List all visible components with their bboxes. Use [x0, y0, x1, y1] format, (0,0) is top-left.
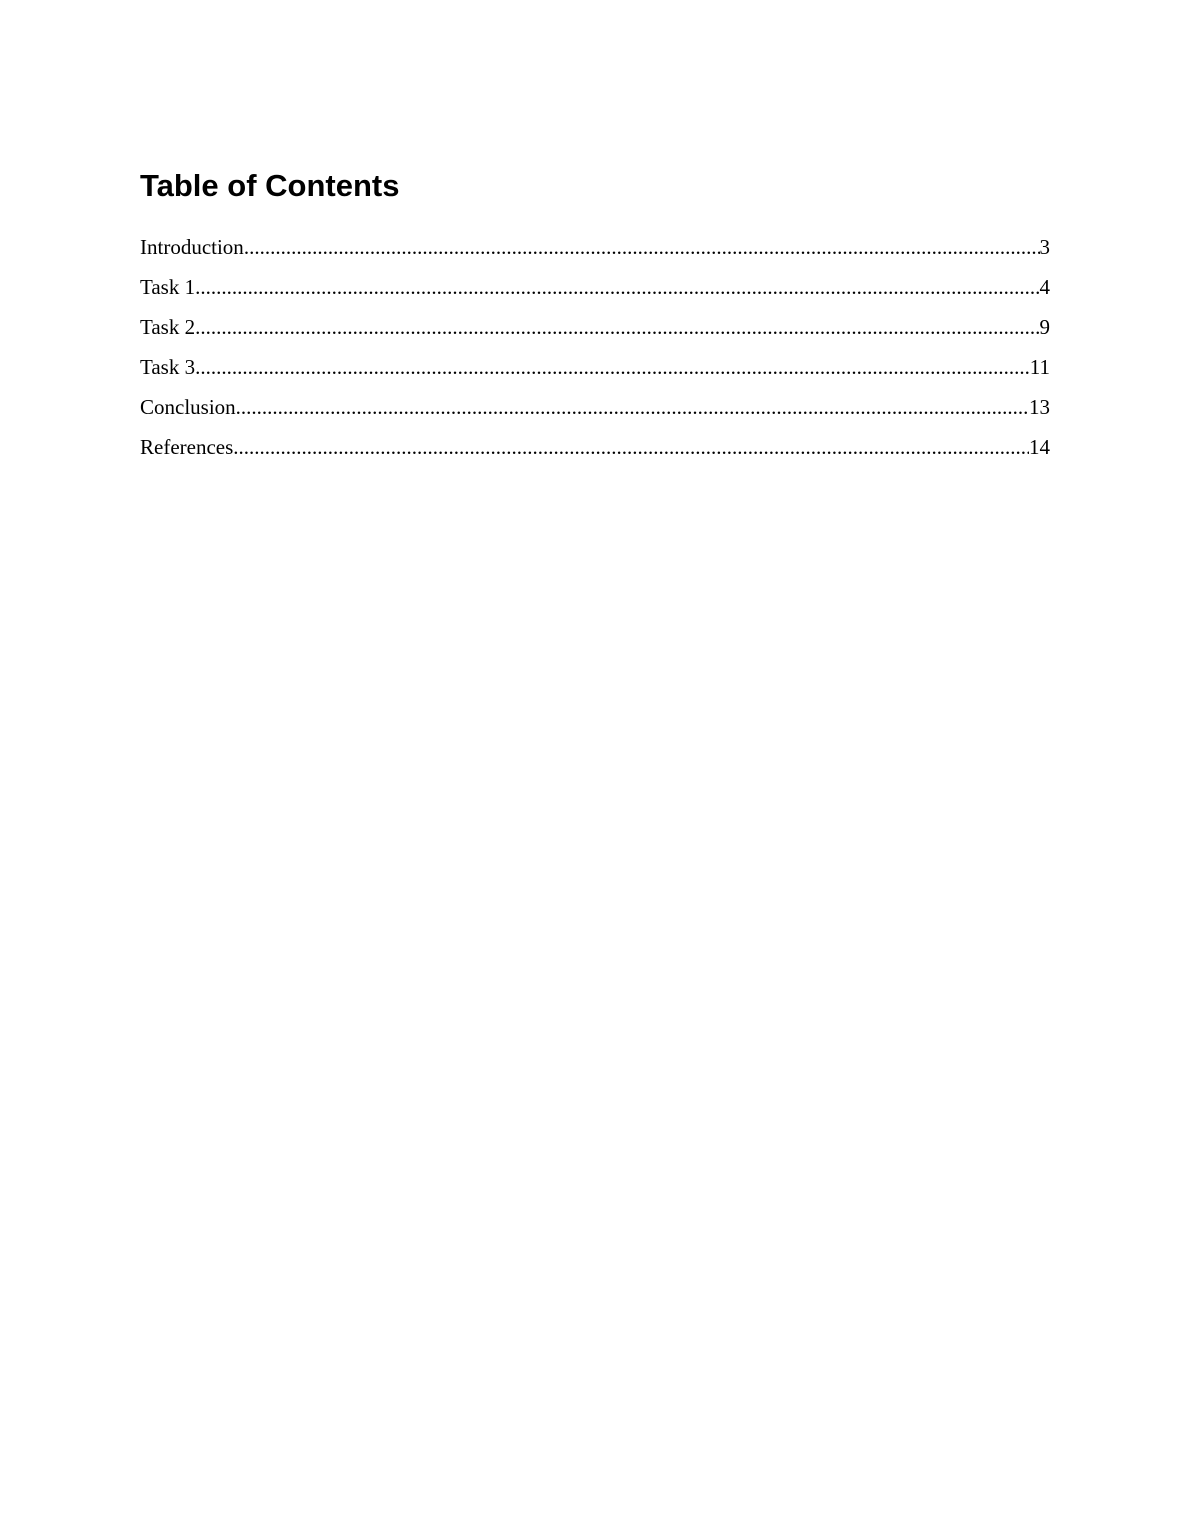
toc-entry-references[interactable] [140, 432, 1050, 472]
toc-entry-introduction[interactable] [140, 232, 1050, 272]
toc-entry-task-3[interactable] [140, 352, 1050, 392]
toc-entry-label: Task 1 [140, 275, 196, 299]
toc-dot-leader [195, 272, 1039, 302]
toc-entry-page-number: 11 [1029, 355, 1050, 379]
toc-entry-label: Task 2 [140, 315, 196, 339]
toc-dot-leader [233, 432, 1029, 462]
toc-entry-label: References [140, 435, 234, 459]
toc-dot-leader [244, 232, 1040, 262]
toc-entry-label: Conclusion [140, 395, 236, 419]
toc-entry-page-number: 9 [1039, 315, 1050, 339]
toc-entry-page-number: 14 [1029, 435, 1050, 459]
toc-entry-page-number: 13 [1029, 395, 1050, 419]
toc-heading: Table of Contents [140, 168, 400, 203]
toc-dot-leader [195, 352, 1030, 382]
toc-entry-label: Introduction [140, 235, 244, 259]
toc-entry-task-2[interactable] [140, 312, 1050, 352]
toc-entry-page-number: 3 [1039, 235, 1050, 259]
toc-entry-task-1[interactable] [140, 272, 1050, 312]
toc-entry-label: Task 3 [140, 355, 196, 379]
toc-entry-page-number: 4 [1039, 275, 1050, 299]
toc-list [140, 232, 1050, 472]
toc-dot-leader [195, 312, 1039, 342]
toc-entry-conclusion[interactable] [140, 392, 1050, 432]
toc-dot-leader [236, 392, 1029, 422]
